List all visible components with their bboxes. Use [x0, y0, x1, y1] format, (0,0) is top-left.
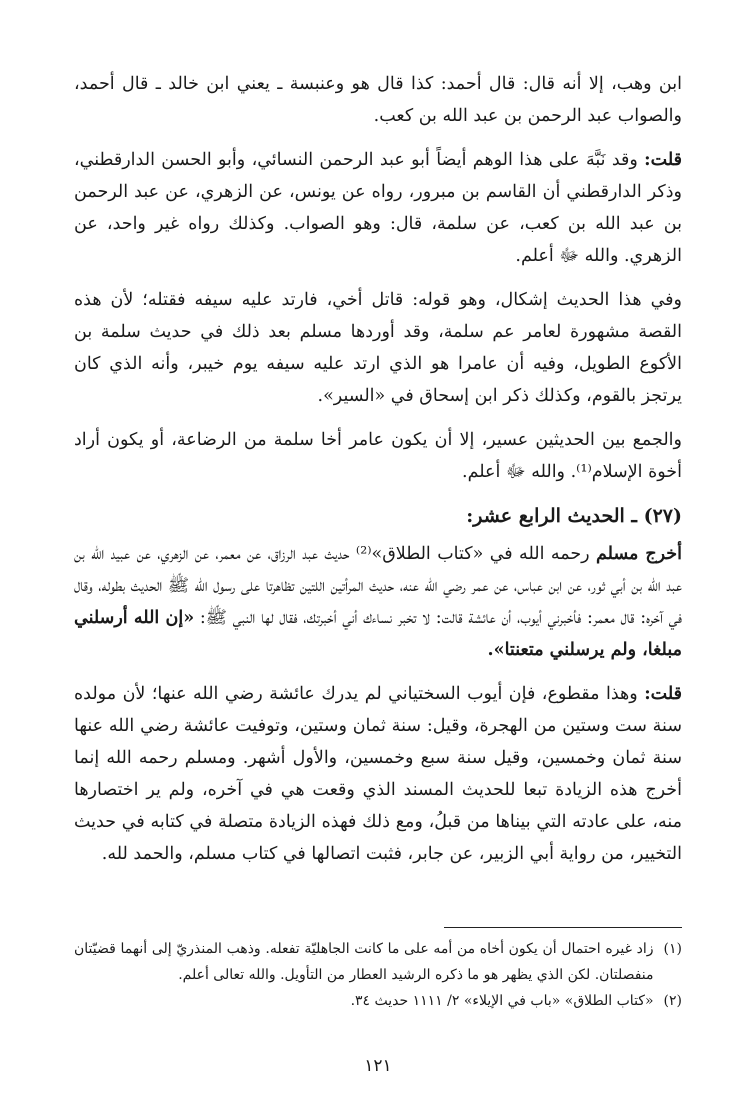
paragraph-5-quote: «إن الله أرسلني مبلغا، ولم يرسلني متعنتا».	[74, 608, 682, 660]
footnote-1	[74, 936, 682, 988]
main-text	[74, 68, 682, 882]
footnote-2-number: (٢)	[663, 993, 682, 1009]
paragraph-3-text: وفي هذا الحديث إشكال، وهو قوله: قاتل أخي، فارتد عليه سيفه فقتله؛ لأن هذه القصة مشهورة لعامر عم سلمة، وقد أوردها مسلم بعد ذلك في حديث سلمة بن الأكوع الطويل، وفيه أن عامرا هو الذي ارتد عليه سيفه يوم خيبر، وأنه الذي كان يرتجز بالقوم، وكذلك ذكر ابن إسحاق في «السير».	[74, 290, 682, 406]
footnotes	[74, 936, 682, 1014]
paragraph-5-lead: أخرج مسلم	[596, 544, 682, 564]
paragraph-2-lead: قلت:	[644, 150, 682, 170]
paragraph-5	[74, 538, 682, 666]
footnote-1-number: (١)	[663, 941, 682, 957]
footnote-1-text: زاد غيره احتمال أن يكون أخاه من أمه على ما كانت الجاهليّة تفعله. وذهب المنذريّ إلى أنهما قضيّتان منفصلتان. لكن الذي يظهر هو ما ذكره الرشيد العطار من التأويل. والله تعالى أعلم.	[74, 941, 654, 983]
page-number: ١٢١	[364, 1056, 392, 1076]
paragraph-2	[74, 144, 682, 272]
paragraph-1	[74, 68, 682, 132]
paragraph-6-lead: قلت:	[644, 684, 682, 704]
paragraph-5-text: رحمه الله في «كتاب الطلاق»⁽²⁾ حديث عبد الرزاق، عن معمر، عن الزهري، عن عبيد الله بن عبد الله بن أبي ثور، عن ابن عباس، عن عمر رضي الله عنه، حديث المرأتين اللتين تظاهرتا على رسول الله ﷺ الحديث بطوله، وقال في آخره: قال معمر: فأخبرني أيوب، أن عائشة قالت: لا تخبر نساءك أني أخبرتك، فقال لها النبي ﷺ:	[74, 544, 682, 628]
footnote-2	[74, 988, 682, 1014]
footnote-divider	[444, 927, 682, 928]
paragraph-2-text: وقد نَبَّهَ على هذا الوهم أيضاً أبو عبد الرحمن النسائي، وأبو الحسن الدارقطني، وذكر الدارقطني أن القاسم بن مبرور، رواه عن يونس، عن الزهري، عن عبد الرحمن بن عبد الله بن كعب، عن سلمة، قال: وهو الصواب. وكذلك رواه غير واحد، عن الزهري. والله ﷻ أعلم.	[74, 150, 682, 266]
paragraph-6	[74, 678, 682, 870]
paragraph-1-text: ابن وهب، إلا أنه قال: قال أحمد: كذا قال هو وعنبسة ـ يعني ابن خالد ـ قال أحمد، والصواب عبد الرحمن بن عبد الله بن كعب.	[74, 74, 682, 126]
paragraph-3	[74, 284, 682, 412]
paragraph-6-text: وهذا مقطوع، فإن أيوب السختياني لم يدرك عائشة رضي الله عنها؛ لأن مولده سنة ست وستين من الهجرة، وقيل: سنة ثمان وستين، وتوفيت عائشة رضي الله عنها سنة ثمان وخمسين، وقيل سنة سبع وخمسين، والأول أشهر. ومسلم رحمه الله إنما أخرج هذه الزيادة تبعا للحديث المسند الذي وقعت هي في آخره، ولم ير اختصارها منه، على عادته التي بيناها من قبلُ، ومع ذلك فهذه الزيادة متصلة في كتابه في حديث التخيير، من رواية أبي الزبير، عن جابر، فثبت اتصالها في كتاب مسلم، والحمد لله.	[74, 684, 682, 864]
footnote-2-text: «كتاب الطلاق» «باب في الإيلاء» ٢/ ١١١١ حديث ٣٤.	[350, 993, 654, 1009]
paragraph-4-text: والجمع بين الحديثين عسير، إلا أن يكون عامر أخا سلمة من الرضاعة، أو يكون أراد أخوة الإسلام⁽¹⁾. والله ﷻ أعلم.	[74, 430, 682, 482]
section-heading: (٢٧) ـ الحديث الرابع عشر:	[466, 505, 682, 527]
paragraph-4	[74, 424, 682, 488]
